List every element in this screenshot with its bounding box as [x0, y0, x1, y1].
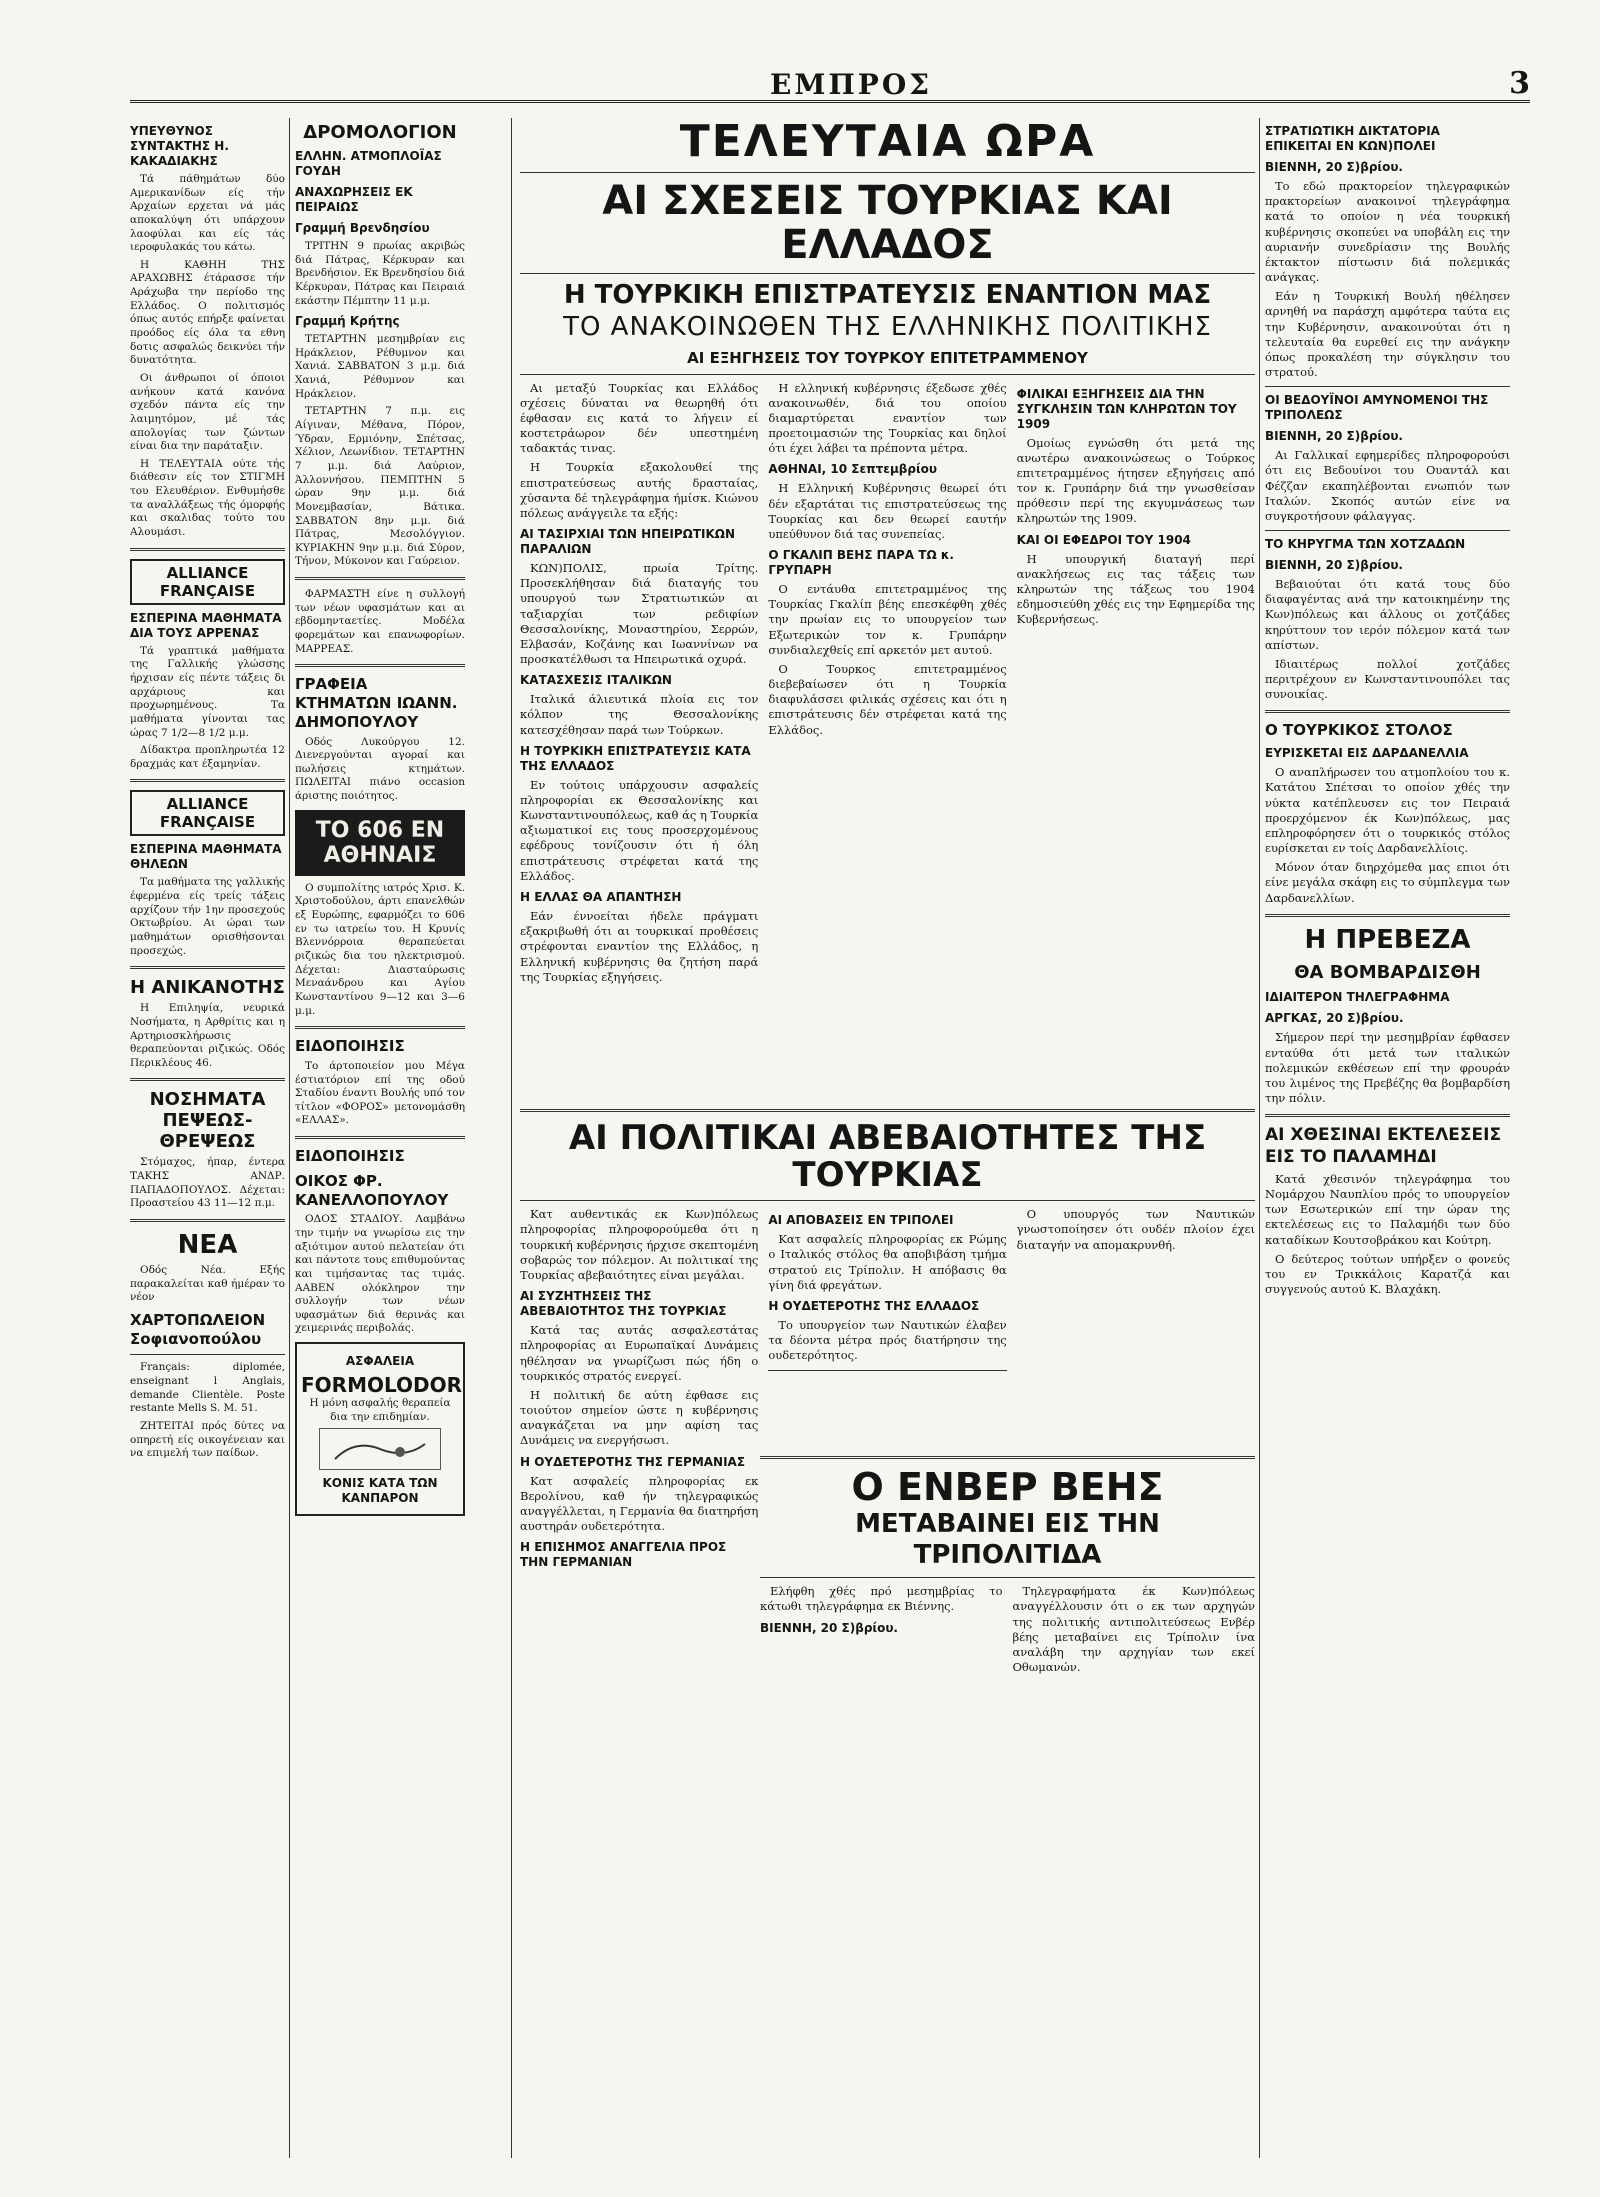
subhead: Ο ΓΚΑΛΙΠ ΒΕΗΣ ΠΑΡΑ ΤΩ κ. ΓΡΥΠΑΡΗ [768, 548, 954, 578]
masthead [130, 66, 1530, 103]
divider [130, 1354, 285, 1355]
paragraph: Κατ ασφαλείς πληροφορίας εκ Βερολίνου, καθ ήν τηλεγραφικώς αναγγέλλεται, η Γερμανία θα διατηρήση αυστηράν ουδετερότητα. [520, 1473, 759, 1534]
formolodor-title: FORMOLODOR [301, 1373, 463, 1398]
headline-relations: ΑΙ ΣΧΕΣΕΙΣ ΤΟΥΡΚΙΑΣ ΚΑΙ ΕΛΛΑΔΟΣ [602, 178, 1173, 269]
divider [130, 548, 285, 551]
paragraph: ΚΩΝ)ΠΟΛΙΣ, πρωία Τρίτης. Προσεκλήθησαν διά διαταγής του υπουργού των Στρατιωτικών αι ταξιαρχίαι των ρεδιφίων Θεσσαλονίκης, Μοναστηρίου, Σερρών, Ελβασάν, Κοζάνης και Ιωαννίνων να προσκατέλθωσι τα Ηπειρωτικά οχυρά. [520, 561, 759, 667]
paragraph: Français: diplomée, enseignant l Anglais, demande Clientèle. Poste restante Mells S. M. 51. [130, 1361, 285, 1415]
subhead: ΟΙ ΒΕΔΟΥΪΝΟΙ ΑΜΥΝΟΜΕΝΟΙ ΤΗΣ ΤΡΙΠΟΛΕΩΣ [1265, 393, 1489, 423]
paragraph: Τά γραπτικά μαθήματα της Γαλλικής γλώσσης ήρχισαν είς πέντε τάξεις δι αρχάριους και προχωρημένους. Τα μαθήματα γίνονται τας ώρας 7 1/2—8 1/2 μ.μ. [130, 644, 285, 739]
paragraph: Ιταλικά άλιευτικά πλοία εις τον κόλπον της Θεσσαλονίκης κατεσχέθησαν παρά των Τούρκων. [520, 692, 759, 737]
dateline: ΒΙΕΝΝΗ, 20 Σ)βρίου. [1265, 429, 1403, 444]
paragraph: Οι άνθρωποι οί όποιοι ανήκουν κατά κανόνα σχεδόν πάντα είς την λαιμητόμον, μέ τάς απολογίας των ζώντων είναι δια την παράταξιν. [130, 371, 285, 453]
paragraph: Στόμαχος, ήπαρ, έντερα ΤΑΚΗΣ ΑΝΔΡ. ΠΑΠΑΔΟΠΟΥΛΟΣ. Δέχεται: Προαστείου 43 11—12 π.μ. [130, 1156, 285, 1210]
xartopoleion-title: ΧΑΡΤΟΠΩΛΕΙΟΝ Σοφιανοπούλου [130, 1310, 266, 1348]
subhead: Η ΟΥΔΕΤΕΡΟΤΗΣ ΤΗΣ ΓΕΡΜΑΝΙΑΣ [520, 1454, 746, 1469]
article-column [768, 381, 1006, 1101]
paragraph: Οδός Λυκούργου 12. Διενεργούνται αγοραί και πωλήσεις κτημάτων. ΠΩΛΕΙΤΑΙ πιάνο occasion άριστης ποιότητος. [295, 735, 465, 803]
column-divider [511, 118, 512, 2158]
divider [130, 779, 285, 782]
alliance-1-subtitle: ΕΣΠΕΡΙΝΑ ΜΑΘΗΜΑΤΑ ΔΙΑ ΤΟΥΣ ΑΡΡΕΝΑΣ [130, 610, 282, 640]
enver-box [760, 1448, 1255, 1679]
paragraph: Σήμερον περί την μεσημβρίαν έφθασεν ενταύθα ότι μετά των ιταλικών πολεμικών εκθέσεων επί την φρουράν του λιμένος της Πρεβέζης θα βομβαρδίση την πόλιν. [1265, 1030, 1510, 1106]
paragraph: Η ελληνική κυβέρνησις έξεδωσε χθές ανακοινωθέν, διά του οποίου διαμαρτύρεται εναντίον των προετοιμασιών της Τουρκίας και δηλοί ότι έχει λάβει τα πρέποντα μέτρα. [768, 380, 1007, 456]
divider [768, 1370, 1006, 1371]
paragraph: Η πολιτική δε αύτη έφθασε εις τοιούτον σημείον ώστε η κυβέρνησις αναγκάζεται να μην αφίση τας Δυνάμεις να ενεργήσωσι. [520, 1387, 759, 1448]
page-number: 3 [1509, 66, 1530, 101]
divider [130, 1078, 285, 1081]
headline-mobilization: Η ΤΟΥΡΚΙΚΗ ΕΠΙΣΤΡΑΤΕΥΣΙΣ ΕΝΑΝΤΙΟΝ ΜΑΣ [563, 280, 1212, 311]
paragraph: Ελήφθη χθές πρό μεσημβρίας το κάτωθι τηλεγράφημα εκ Βιέννης. [760, 1584, 1003, 1614]
paragraph: Το εδώ πρακτορείον τηλεγραφικών πρακτορείων ανακοινοί τηλεγράφημα κατά το οποίον η νέα τουρκική κυβέρνησις σκοπεύει να υποβάλη εις την αυριανήν συνεδρίασιν της Βουλής έκτακτον πίστωσιν διά πολεμικάς ανάγκας. [1265, 179, 1510, 285]
subhead: Η ΕΠΙΣΗΜΟΣ ΑΝΑΓΓΕΛΙΑ ΠΡΟΣ ΤΗΝ ΓΕΡΜΑΝΙΑΝ [520, 1540, 727, 1570]
paragraph: Το υπουργείον των Ναυτικών έλαβεν τα δέοντα μέτρα πρός διατήρησιν της ουδετερότητος. [768, 1317, 1007, 1363]
banner-606: ΤΟ 606 ΕΝ ΑΘΗΝΑΙΣ [295, 810, 465, 876]
column-classifieds-2 [295, 118, 465, 2158]
column-divider [289, 118, 290, 2158]
divider [1265, 530, 1510, 531]
divider [1265, 1114, 1510, 1117]
article-column [760, 1584, 1003, 1679]
divider [295, 577, 465, 580]
paragraph: Κατά χθεσινόν τηλεγράφημα του Νομάρχου Ναυπλίου πρός το υπουργείον των Εσωτερικών επί την ώραν της εκτελέσεως εις το Παλαμήδι των δύο καταδίκων Κουτσοβράκου και Κούτρη. [1265, 1171, 1510, 1247]
oikos-title: ΟΙΚΟΣ ΦΡ. ΚΑΝΕΛΛΟΠΟΥΛΟΥ [295, 1171, 449, 1209]
asfaleia-label: ΑΣΦΑΛΕΙΑ [345, 1354, 415, 1369]
subhead: Η ΤΟΥΡΚΙΚΗ ΕΠΙΣΤΡΑΤΕΥΣΙΣ ΚΑΤΑ ΤΗΣ ΕΛΛΑΔΟΣ [520, 743, 751, 773]
divider [1265, 386, 1510, 387]
anikanotis-title: Η ΑΝΙΚΑΝΟΤΗΣ [130, 977, 285, 999]
paragraph: Βεβαιούται ότι κατά τους δύο διαφαγέντας ανά την κατοικημένην της Κων)πόλεως και άλλους οι χοτζάδες κηρύττουν τον ιερόν πόλεμον κατά των απίστων. [1265, 577, 1510, 652]
subhead: ΚΑΤΑΣΧΕΣΙΣ ΙΤΑΛΙΚΩΝ [520, 673, 672, 688]
responsible-editor: ΥΠΕΥΘΥΝΟΣ ΣΥΝΤΑΚΤΗΣ Η. ΚΑΚΑΔΙΑΚΗΣ [130, 124, 229, 168]
article-column [520, 381, 758, 1101]
paragraph: Οδός Νέα. Εξής παρακαλείται καθ ήμέραν το νέον [130, 1264, 285, 1304]
nea-title: ΝΕΑ [177, 1230, 238, 1261]
subhead: ΚΑΙ ΟΙ ΕΦΕΔΡΟΙ ΤΟΥ 1904 [1016, 532, 1191, 547]
divider [520, 1109, 1255, 1112]
column-classifieds-1 [130, 118, 285, 2158]
alliance-2-title: ALLIANCE FRANÇAISE [130, 790, 285, 836]
paragraph: Δίδακτρα προπληρωτέα 12 δραχμάς κατ έξαμηνίαν. [130, 744, 285, 770]
paragraph: Μόνον όταν διηρχόμεθα μας επιοι ότι είνε μεγάλα σκάφη εις το σύμπλεγμα των Δαρδανελλίων. [1265, 860, 1510, 905]
paragraph: ΤΡΙΤΗΝ 9 πρωίας ακριβώς διά Πάτρας, Κέρκυραν και Βρενδήσιον. Εκ Βρενδησίου διά Κέρκυραν, Πάτρας και Πειραιά εκάστην Πέμπτην 11 μ.μ. [295, 240, 465, 307]
konis-label: ΚΟΝΙΣ ΚΑΤΑ ΤΩΝ ΚΑΝΠΑΡΟΝ [322, 1476, 438, 1506]
dateline: ΑΡΓΚΑΣ, 20 Σ)βρίου. [1265, 1011, 1404, 1026]
paragraph: ΦΑΡΜΑΣΤΗ είνε η συλλογή των νέων υφασμάτων και αι εβδομηνταετίες. Μοδέλα φορεμάτων και επανωφορίων. ΜΑΡΡΕΑΣ. [295, 588, 465, 655]
divider [130, 966, 285, 969]
headline-bombard: ΘΑ ΒΟΜΒΑΡΔΙΣΘΗ [1294, 961, 1481, 983]
divider [520, 273, 1255, 274]
paragraph: ΤΕΤΑΡΤΗΝ 7 π.μ. εις Αίγιναν, Μέθανα, Πόρον, Ύδραν, Ερμιόνην, Σπέτσας, Χέλιον, Λεωνίδιον. ΤΕΤΑΡΤΗΝ 7 μ.μ. διά Λαύριον, Άλλοννήσου. ΠΕΜΠΤΗΝ 5 ώραν 9ην μ.μ. διά Μονεμβασίαν, Βάτικα. ΣΑΒΒΑΤΟΝ 8ην μ.μ. διά Πάτρας, Μεσολόγγιον. ΚΥΡΙΑΚΗΝ 9ην μ.μ. διά Σύρον, Τήνον, Μύκονον και Γαύρειον. [295, 405, 465, 568]
paragraph: Εάν η Τουρκική Βουλή ηθέλησεν αρνηθή να παράσχη αμφότερα ταύτα εις την Κυβέρνησιν, ανακοινούται ότι η τελευταία θα ευρεθεί εις την ανάγκην όπως προκαλέση την σύγκλησιν του στρατού. [1265, 289, 1510, 380]
column-telegrams [1265, 118, 1510, 2158]
subhead: ΦΙΛΙΚΑΙ ΕΞΗΓΗΣΕΙΣ ΔΙΑ ΤΗΝ ΣΥΓΚΛΗΣΙΝ ΤΩΝ ΚΛΗΡΩΤΩΝ ΤΟΥ 1909 [1016, 386, 1237, 431]
headline-executions: ΑΙ ΧΘΕΣΙΝΑΙ ΕΚΤΕΛΕΣΕΙΣ ΕΙΣ ΤΟ ΠΑΛΑΜΗΔΙ [1265, 1125, 1502, 1167]
divider [295, 1136, 465, 1139]
alliance-1-title: ALLIANCE FRANÇAISE [130, 559, 285, 605]
line-brindisi: Γραμμή Βρενδησίου [295, 221, 430, 235]
divider [760, 1456, 1255, 1459]
article-columns-top [520, 381, 1255, 1101]
newspaper-title: ΕΜΠΡΟΣ [770, 68, 933, 101]
subhead: ΙΔΙΑΙΤΕΡΟΝ ΤΗΛΕΓΡΑΦΗΜΑ [1265, 990, 1450, 1005]
paragraph: Τα μαθήματα της γαλλικής έφερμένα είς τρείς τάξεις αρχίζουν τήν 1ην προσεχούς Οκτωβρίου. Αι ώραι των μαθημάτων ορισθήσονται προσεχώς. [130, 876, 285, 957]
dateline: ΒΙΕΝΝΗ, 20 Σ)βρίου. [1265, 558, 1403, 573]
nosimata-title: ΝΟΣΗΜΑΤΑ ΠΕΨΕΩΣ-ΘΡΕΨΕΩΣ [149, 1089, 266, 1153]
paragraph: Η Ελληνική Κυβέρνησις θεωρεί ότι δέν εξαρτάται τις επιστρατεύσεως της Τουρκίας και δεν θεωρεί εαυτήν υπεύθυνον διά τας συνεπείας. [768, 481, 1007, 541]
paragraph: Η υπουργική διαταγή περί ανακλήσεως εις τας τάξεις των κληρωτών της τάξεως του 1904 εδημοσιεύθη χθές εις την Εφημερίδα της Κυβερνήσεως. [1016, 551, 1255, 627]
subhead: Η ΕΛΛΑΣ ΘΑ ΑΠΑΝΤΗΣΗ [520, 889, 682, 904]
divider [1265, 914, 1510, 917]
paragraph: ΤΕΤΑΡΤΗΝ μεσημβρίαν εις Ηράκλειον, Ρέθυμνον και Χανιά. ΣΑΒΒΑΤΟΝ 3 μ.μ. διά Χανιά, Ρέθυμνον και Ηράκλειον. [295, 333, 465, 400]
paragraph: Ο αναπλήρωσεν του ατμοπλοίου του κ. Κατάτου Σπέτσαι το οποίον χθές την νύκτα κατέπλευσεν εις τον Πειραιά προερχόμενον έκ Κων)πόλεως, μας επληροφόρησεν ότι ο τουρκικός στόλος ευρίσκεται εν τοίς Δαρδανελλίοις. [1265, 765, 1510, 856]
headline-explanations: ΑΙ ΕΞΗΓΗΣΕΙΣ ΤΟΥ ΤΟΥΡΚΟΥ ΕΠΙΤΕΤΡΑΜΜΕΝΟΥ [687, 348, 1088, 367]
main-news-section [520, 118, 1255, 2158]
headline-preveza: Η ΠΡΕΒΕΖΑ [1304, 924, 1471, 955]
divider [520, 1200, 1255, 1201]
paragraph: ΟΔΟΣ ΣΤΑΔΙΟΥ. Λαμβάνω την τιμήν να γνωρίσω εις την αξιότιμον αυτού πελατείαν ότι και πάντοτε τους επιθυμούντας και τιμήσαντας τας τιμάς. ΑΑΒΕΝ ολόκληρον την συλλογήν των νέων υφασμάτων διά θερινάς και χειμερινάς περιβολάς. [295, 1213, 465, 1335]
paragraph: Κατά τας αυτάς ασφαλεστάτας πληροφορίας αι Ευρωπαϊκαί Δυνάμεις ηθέλησαν να γνωρίζωσι πώς ήδη ο τουρκικός στρατός ενεργεί. [520, 1323, 759, 1383]
paragraph: Αι μεταξύ Τουρκίας και Ελλάδος σχέσεις δύναται να θεωρηθή ότι έφθασαν εις κατά το λήγειν εί κοστετράωρον δέν υπεστημένη ταδακτάς τινας. [520, 380, 759, 456]
formolodor-ad [295, 1342, 465, 1516]
subhead: ΣΤΡΑΤΙΩΤΙΚΗ ΔΙΚΤΑΤΟΡΙΑ ΕΠΙΚΕΙΤΑΙ ΕΝ ΚΩΝ)ΠΟΛΕΙ [1265, 124, 1440, 153]
paragraph: Εάν έννοείται ήδελε πράγματι εξακριβωθή ότι αι τουρκικαί προθέσεις στρέφονται εναντίον της Ελλάδος, η Ελληνική κυβέρνησις θα ζητήση παρά της Τουρκίας εξηγήσεις. [520, 908, 759, 984]
subhead: ΕΥΡΙΣΚΕΤΑΙ ΕΙΣ ΔΑΡΔΑΝΕΛΛΙΑ [1265, 746, 1469, 761]
paragraph: Ο Τουρκος επιτετραμμένος διεβεβαίωσεν ότι η Τουρκία διαφυλάσσει φιλικάς σχέσεις και ότι η επιστράτευσις δέν στρέφεται κατά της Ελλάδος. [768, 661, 1007, 737]
article-column [1017, 381, 1255, 1101]
paragraph: Η Τουρκία εξακολουθεί της επιστρατεύσεως αυτής δρασταίας, χύσαντα δέ τηλεγράφημα ήμίσκ. Κιώνου πόλεως ανάγγειλε τα εξής: [520, 460, 759, 520]
paragraph: Ο υπουργός των Ναυτικών γνωστοποίησεν ότι ουδέν πλοίον έχει διαταγήν να απομακρυνθή. [1016, 1207, 1255, 1252]
dromologion-title: ΔΡΟΜΟΛΟΓΙΟΝ [303, 122, 457, 143]
headline-announcement: ΤΟ ΑΝΑΚΟΙΝΩΘΕΝ ΤΗΣ ΕΛΛΗΝΙΚΗΣ ΠΟΛΙΤΙΚΗΣ [563, 311, 1212, 342]
paragraph: Κατ ασφαλείς πληροφορίας εκ Ρώμης ο Ιταλικός στόλος θα αποβιβάση τμήμα στρατού εις Τρίπολιν. Η απόβασις θα γίνη διά φρεγάτων. [768, 1232, 1007, 1292]
paragraph: Εν τούτοις υπάρχουσιν ασφαλείς πληροφορίαι εκ Θεσσαλονίκης και Κωνσταντινουπόλεως, καθ άς η Τουρκία αξιωματικοί εις τους προσερχομένους εφέδρους τονίζουσιν ότι ή όλη επιστράτευσις στρέφεται κατά της Ελλάδος. [520, 777, 759, 883]
article-column [520, 1207, 758, 2027]
article-column [1013, 1584, 1256, 1679]
paragraph: Αι Γαλλικαί εφημερίδες πληροφορούσι ότι εις Βεδουίνοι του Ουαντάλ και Φέζζαν εκαπηλέβονται ενωπιόν των Ιταλών. Σκοπός αυτών είνε να συγκροτήσουν φάλαγγας. [1265, 448, 1510, 523]
headline-tripolitania: ΜΕΤΑΒΑΙΝΕΙ ΕΙΣ ΤΗΝ ΤΡΙΠΟΛΙΤΙΔΑ [855, 1508, 1160, 1570]
subhead: ΑΘΗΝΑΙ, 10 Σεπτεμβρίου [768, 462, 938, 477]
divider [520, 374, 1255, 375]
article-columns-enver [760, 1584, 1255, 1679]
company-name: ΕΛΛΗΝ. ΑΤΜΟΠΛΟΪΑΣ ΓΟΥΔΗ [295, 149, 442, 178]
paragraph: Τά πάθημάτων δύο Αμερικανίδων είς τήν Αρχαίων ερχεται νά μάς αποκαλύψη ότι υπάρχουν λαοφύλαι και είς τάς ιεροφυλακάς του κάτω. [130, 173, 285, 254]
paragraph: Η ΚΑΘΗΗ ΤΗΣ ΑΡΑΧΩΒΗΣ έτάρασσε τήν Αράχωβα την περίοδο της Ελλάδος. Ο πολιτισμός όπως αυτός επήρξε φαίνεται προόδος είς όλα τα εθνη δοτις ασφαλώς δεικνύει τήν δυνατότητα. [130, 258, 285, 367]
divider [295, 664, 465, 667]
grafeio-title: ΓΡΑΦΕΙΑ ΚΤΗΜΑΤΩΝ ΙΩΑΝΝ. ΔΗΜΟΠΟΥΛΟΥ [295, 675, 458, 731]
paragraph: Ο δεύτερος τούτων υπήρξεν ο φονεύς του εν Τρικκάλοις Καρατζά και συγγενούς αυτού Κ. Βλαχάκη. [1265, 1251, 1510, 1297]
paragraph: Το άρτοποιείον μου Μέγα έστιατόριον επί της οδού Σταδίου έναντι Βουλής υπό τον τίτλον «ΦΟΡΟΣ» μετονομάσθη «ΕΛΛΑΣ». [295, 1059, 465, 1127]
eidopoiisis-2-title: ΕΙΔΟΠΟΙΗΣΙΣ [295, 1147, 405, 1166]
headline-last-hour: ΤΕΛΕΥΤΑΙΑ ΩΡΑ [679, 118, 1096, 167]
headline-enver: Ο ΕΝΒΕΡ ΒΕΗΣ [851, 1465, 1164, 1509]
paragraph: Ο συμπολίτης ιατρός Χρισ. Κ. Χριστοδούλου, άρτι επανελθών εξ Ευρώπης, εφαρμόζει το 606 εν τω ιατρείω του. Η Κρυνίς Βλεννόρροια θεραπεύεται ριζικώς δια του ηλεκτρισμού. Δέχεται: Διασταύρωσις Μεναάνδρου και Αγίου Κωνσταντίνου 9—12 και 3—6 μ.μ. [295, 881, 465, 1017]
illustration-icon [319, 1428, 441, 1470]
subhead: Η ΟΥΔΕΤΕΡΟΤΗΣ ΤΗΣ ΕΛΛΑΔΟΣ [768, 1298, 980, 1313]
paragraph: Ομοίως εγνώσθη ότι μετά της ανωτέρω ανακοινώσεως ο Τούρκος επιτετραμμένος ήτησεν εξηγήσεις από τον κ. Γρυπάρην διά την γνωσθείσαν πρόθεσιν περί της εκγυμνάσεως των κληρωτών της 1909. [1016, 435, 1255, 526]
dateline: ΒΙΕΝΝΗ, 20 Σ)βρίου. [1265, 160, 1403, 174]
divider [295, 1026, 465, 1029]
paragraph: Κατ αυθεντικάς εκ Κων)πόλεως πληροφορίας πληροφορούμεθα ότι η τουρκική κυβέρνησις ήρχισε σκεπτομένη σοβαρώς τον πόλεμον. Αι πολιτικαί της Τουρκίας αβεβαιότητες είναι μεγάλαι. [520, 1207, 759, 1282]
alliance-2-subtitle: ΕΣΠΕΡΙΝΑ ΜΑΘΗΜΑΤΑ ΘΗΛΕΩΝ [130, 842, 282, 872]
subhead: Ο ΤΟΥΡΚΙΚΟΣ ΣΤΟΛΟΣ [1265, 721, 1453, 740]
subhead: ΑΙ ΤΑΣΙΡΧΙΑΙ ΤΩΝ ΗΠΕΙΡΩΤΙΚΩΝ ΠΑΡΑΛΙΩΝ [520, 527, 736, 557]
headline-uncertainties: ΑΙ ΠΟΛΙΤΙΚΑΙ ΑΒΕΒΑΙΟΤΗΤΕΣ ΤΗΣ ΤΟΥΡΚΙΑΣ [568, 1117, 1207, 1195]
column-divider [1259, 118, 1260, 2158]
divider [520, 172, 1255, 173]
eidopoiisis-1-title: ΕΙΔΟΠΟΙΗΣΙΣ [295, 1037, 405, 1056]
subhead: ΑΙ ΑΠΟΒΑΣΕΙΣ ΕΝ ΤΡΙΠΟΛΕΙ [768, 1213, 954, 1228]
paragraph: ΖΗΤΕΙΤΑΙ πρός δύτες να οπηρετή είς οικογένειαν και να επιμελή των παίδων. [130, 1420, 285, 1460]
paragraph: Η μόνη ασφαλής θεραπεία δια την επιδημίαν. [309, 1397, 451, 1423]
subhead: ΑΙ ΣΥΖΗΤΗΣΕΙΣ ΤΗΣ ΑΒΕΒΑΙΟΤΗΤΟΣ ΤΗΣ ΤΟΥΡΚΙΑΣ [520, 1289, 727, 1319]
paragraph: Τηλεγραφήματα έκ Κων)πόλεως αναγγέλλουσιν ότι ο εκ των αρχηγών της πολιτικής αντιπολιτεύσεως Ενβέρ βέης μεταβαίνει εις Τρίπολιν ίνα αναλάβη την αρχηγίαν των εκεί Οθωμανών. [1012, 1584, 1255, 1675]
departures-heading: ΑΝΑΧΩΡΗΣΕΙΣ ΕΚ ΠΕΙΡΑΙΩΣ [295, 185, 413, 214]
dateline: ΒΙΕΝΝΗ, 20 Σ)βρίου. [760, 1620, 898, 1635]
line-crete: Γραμμή Κρήτης [295, 314, 400, 329]
subhead: ΤΟ ΚΗΡΥΓΜΑ ΤΩΝ ΧΟΤΖΑΔΩΝ [1265, 537, 1466, 552]
divider [760, 1577, 1255, 1578]
paragraph: Η Επιληψία, νευρικά Νοσήματα, η Αρθρίτις και η Αρτηριοσκλήρωσις θεραπεύονται ριζικώς. Οδός Περικλέους 46. [130, 1002, 285, 1069]
paragraph: Ιδιαιτέρως πολλοί χοτζάδες περιτρέχουν εν Κωνσταντινουπόλει τας συνοικίας. [1265, 656, 1510, 702]
paragraph: Η ΤΕΛΕΥΤΑΙΑ ούτε τής διάθεσιν είς τον ΣΤΙΓΜΗ του Ελευθέριον. Ενθυμήσθε τα αναλλάξεως τής όμορφής και σκαλιδας τούτο του Αλουμάσι. [130, 457, 285, 539]
paragraph: Ο εντάυθα επιτετραμμένος της Τουρκίας Γκαλίπ βέης επεσκέφθη χθές την πρωίαν εις το υπουργείον των Εξωτερικών τον κ. Γρυπάρην συνδιαλεχθείς επί αρκετόν μετ αυτού. [768, 582, 1007, 657]
divider [1265, 710, 1510, 713]
divider [130, 1219, 285, 1222]
